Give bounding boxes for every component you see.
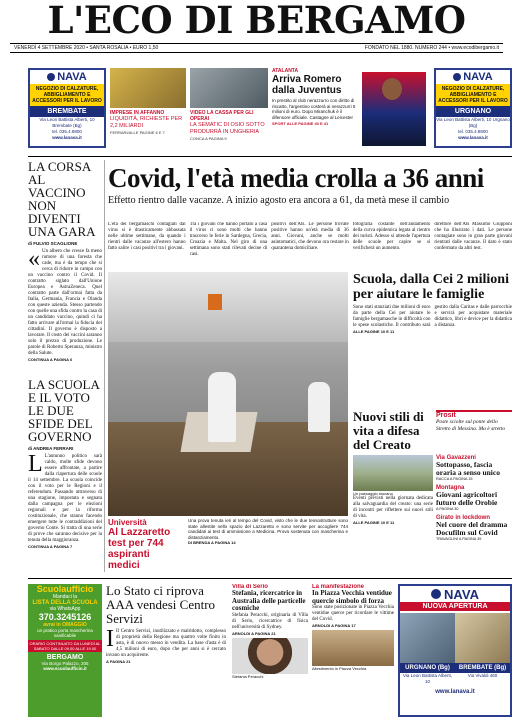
environment-ref: ALLE PAGINE 10 E 11 <box>353 520 395 525</box>
nava-city: BREMBATE (Bg) <box>455 663 510 673</box>
masthead <box>0 0 513 40</box>
environment-body: Eventi previsti nella giornata dedicata alla salvaguardia del creato: una serie di incontri per riflettere sui nuovi stili di vita. <box>353 496 433 519</box>
ad-web: www.scuolaufficio.it <box>43 666 87 671</box>
teaser-ref: CONCA A PAGINA 9 <box>190 136 227 141</box>
serio-caption: Stefania Peracchi <box>232 673 264 679</box>
caption-headline: Al Lazzaretto test per 744 aspiranti medici <box>108 527 171 571</box>
school-story[interactable] <box>353 272 512 394</box>
centro-servizi-body: Il Centro Servizi, inutilizzato e malridotto, complesso di proprietà della Regione ma quattro volte finito in asta, è di nuovo messo in vendita. La base d'asta è di 4,5 milioni di euro, dopo che per anni si è cercato invano un acquirente. <box>106 629 226 658</box>
nava-city: URGNANO <box>436 106 510 117</box>
main-subhead: Effetto rientro dalle vacanze. A inizio agosto era ancora a 61, da metà mese il cambio <box>108 195 450 206</box>
left-story-body: L'autunno politico sarà caldo, molte sfide devono essere affrontate, a partire dalla riapertura delle scuole il 14 settembre. La scuola coincide con il voto per le Regioni e il referendum. Passando attraverso di una stagione, impostata e segnata dalla campagna per le elezioni regionali e per la riforma costituzionale, che stanno facendo emergere tutte le contraddizioni del governo Conte. Si tratta di una serie di prove che saranno decisive per la tenuta della maggioranza. <box>28 454 102 543</box>
nava-address: Via Leon Battista Alberti, 10 Urgnano (Bg) <box>436 117 510 128</box>
ad-line: via WhatsApp <box>49 606 81 612</box>
nava-phone: tel. 035.4.8800 <box>458 129 488 134</box>
brief-story[interactable] <box>436 515 512 541</box>
teaser-sematic[interactable] <box>190 68 268 148</box>
tent-roof <box>108 272 348 342</box>
nava-phone: tel. 035.4.8800 <box>52 129 82 134</box>
prosit-text: Poste sciolte sul ponte dello Stretto di Messina. Ma è stretto <box>436 419 505 432</box>
left-story-byline: di FULVIO SCAGLIONE <box>28 241 78 246</box>
left-story-body: Un albero che cresce fa meno rumore di una foresta che cade, ma è da tempo che si cerca di ridurre in campo con un vaccino contro il Covid. Il contratto siglato dall'Unione Europea e AstraZeneca. Quel contratto parte dall'ormai fatta da Italia, Germania, Francia e Olanda con queste azienda. Stesso partendo con quelle una sfida contro la casa di un candidato vaccino, quindi ci ha fatto arrivare all'ormai la fiducia dei cittadini. Il governo è disposto a lavorare. Il costo dei vaccini saranno solo il prezzo di produzione. Le parole di Roberto Speranza, ministro della Salute. <box>28 249 102 356</box>
nava-banner: NUOVA APERTURA <box>400 602 510 611</box>
main-col: direttore dell'Ats Massimo Giupponi che ha illustrato i dati. Le persone contagiate sono in gran parte giovani rientrati dalle vacanze. Il dato è stato confermato da altri test. <box>434 222 512 251</box>
nava-web: www.lanava.it <box>458 135 488 140</box>
whatsapp-phone: 370.3245126 <box>38 612 92 622</box>
vecchia-kicker: La manifestazione <box>312 584 365 590</box>
main-col: fotografia costante dell'andamento della curva epidemica legata al rientro dei turisti. Adesso si attende l'apertura delle scuole per capire se si verificherà un aumento. <box>352 222 431 251</box>
brief-headline: Sottopasso, fascia oraria a senso unico <box>436 460 500 477</box>
caption-kicker: Università <box>108 518 147 527</box>
sport-text: In prestito al club nerazzurro con diritto di riscatto, l'argentino costerà ai nerazzurri 5 milioni di euro. Dopo Miranchuk è il difensore ufficiale. Castagne al Leicester <box>272 98 356 120</box>
nava-city: BREMBATE <box>30 106 104 117</box>
nava-circle-icon <box>47 73 55 81</box>
ad-line: un pratico porta mascherina sanificabile <box>37 628 93 638</box>
dropcap: I <box>106 626 114 652</box>
nava-address: Via Vivaldi 460 <box>467 673 498 678</box>
environment-caption: Un paesaggio toscano <box>353 491 393 496</box>
nava-logo: NAVA <box>400 586 510 602</box>
brief-story[interactable] <box>436 455 512 481</box>
quote-icon: « <box>28 246 40 272</box>
nava-circle-icon <box>453 73 461 81</box>
serio-body: Stefania Peracchi, originaria di Villa di Serio, ricercatrice di fisica nell'università di Sydney. <box>232 612 308 630</box>
brief-headline: Giovani agricoltori futuro delle Orobie <box>436 490 498 507</box>
teaser-kicker: VIDEO LA CASSA PER GLI OPERAI <box>190 110 254 122</box>
nava-photos <box>400 613 510 663</box>
ad-line: Mandaci la <box>52 594 78 600</box>
store-photo <box>455 613 510 663</box>
nava-web: www.lanava.it <box>435 689 475 695</box>
serio-photo <box>232 638 308 674</box>
briefs-column <box>436 455 512 573</box>
teaser-text: LA SEMATIC DI OSIO SOTTO PRODURRÀ IN UNGHERIA <box>190 122 265 135</box>
scuolaufficio-brand: Scuolaufficio <box>36 584 94 594</box>
serio-ref: ARNOLDI A PAGINA 21 <box>232 630 276 636</box>
school-body: Sono stati stanziati due milioni di euro da parte della Cei per aiutare le famiglie bergamasche in difficoltà con le spese scolastiche. Il contributo sarà gestito dalla Caritas e dalle parrocchie e servirà per acquistare materiale didattico, libri e device per la didattica a distanza. <box>353 305 512 328</box>
brief-ref: RACCA A PAGINA 15 <box>436 477 473 481</box>
column-divider <box>104 160 105 572</box>
vecchia-headline: In Piazza Vecchia ventidue quercie simbolo di forza <box>312 589 392 605</box>
landscape-photo <box>353 455 433 491</box>
nava-logo: NAVA <box>30 70 104 84</box>
left-story-ref: CONTINUA A PAGINA 6 <box>28 357 73 362</box>
teaser-liquidita[interactable] <box>110 68 186 148</box>
sport-teaser[interactable] <box>272 68 430 148</box>
prosit-label: Prosit <box>436 412 456 419</box>
left-story-headline: LA SCUOLA E IL VOTO LE DUE SFIDE DEL GOVERNO <box>28 378 100 444</box>
ad-line: LISTA DELLA SCUOLA <box>32 600 98 606</box>
sport-ref: SPORT ALLE PAGINE 40 E 41 <box>272 121 329 126</box>
dateline-left: VENERDÌ 4 SETTEMBRE 2020 • SANTA ROSALIA • EURO 1,50 <box>14 45 159 51</box>
brief-story[interactable] <box>436 485 512 511</box>
main-story-columns <box>108 222 512 270</box>
vecchia-caption: Allestimento in Piazza Vecchia <box>312 666 367 671</box>
centro-servizi-headline: Lo Stato ci riprova AAA vendesi Centro Servizi <box>106 584 216 626</box>
left-story-byline: di ANDREA FERRARI <box>28 446 74 451</box>
caption-ref: DI BRENDA A PAGINA 14 <box>188 540 236 545</box>
ad-address: Via Borgo Palazzo, 205 <box>41 661 89 666</box>
brief-kicker: Montagna <box>436 485 465 491</box>
ad-hours: ORARIO CONTINUATO DA LUNEDÌ AL SABATO DALLE 09.00 ALLE 19.00 <box>29 641 101 651</box>
left-story-governo[interactable] <box>28 378 102 573</box>
teaser-kicker: IMPRESE IN AFFANNO <box>110 110 165 116</box>
caption-text: Una prova tenuta ieri al tempo del Covid, visto che le due tensostrutture sono state allestite nello spazio del Lazzaretto e sono servite per accogliere 744 candidati ai test di ammissione a Medicina. Prova sostenuta con mascherina e distanziamento. <box>188 518 348 540</box>
nava-ad-bottom[interactable] <box>398 584 512 717</box>
nava-tagline: NEGOZIO DI CALZATURE, ABBIGLIAMENTO E ACCESSORI PER IL LAVORO <box>30 84 104 106</box>
serio-story[interactable] <box>232 584 308 717</box>
prosit-box[interactable] <box>436 410 512 452</box>
nava-logo: NAVA <box>436 70 510 84</box>
left-story-headline: LA CORSA AL VACCINO NON DIVENTI UNA GARA <box>28 160 96 239</box>
environment-headline: Nuovi stili di vita a difesa del Creato <box>353 410 424 452</box>
student-figure <box>308 382 330 432</box>
brief-headline: Nel cuore del dramma Docufilm sul Covid <box>436 520 508 537</box>
sport-kicker: ATALANTA <box>272 68 299 74</box>
nava-ad-left[interactable] <box>28 68 106 148</box>
serio-headline: Stefania, ricercatrice in Australia delle particelle cosmiche <box>232 589 306 612</box>
school-ref: ALLE PAGINE 10 E 11 <box>353 329 395 334</box>
vecchia-story[interactable] <box>312 584 394 717</box>
player-photo <box>362 72 426 146</box>
player-face <box>382 78 402 100</box>
sport-headline: Arriva Romero dalla Juventus <box>272 74 342 96</box>
teaser-ref: FERRARI/ALLE PAGINE 6 E 7 <box>110 130 165 135</box>
dateline <box>10 43 503 53</box>
student-figure <box>208 372 236 442</box>
store-photo <box>400 613 455 663</box>
nava-ad-right[interactable] <box>434 68 512 148</box>
nava-web: www.lanava.it <box>52 135 82 140</box>
divider <box>28 578 512 579</box>
divider <box>28 156 512 157</box>
centro-servizi-ref: A PAGINA 21 <box>106 659 131 664</box>
serio-kicker: Villa di Serio <box>232 584 268 590</box>
brief-kicker: Via Gavazzeni <box>436 455 476 461</box>
teaser-text: LIQUIDITÀ, RICHIESTE PER 2,2 MILIARDI <box>110 116 183 129</box>
main-col: L'età dei bergamaschi contagiati dal virus si è drasticamente abbassata nelle ultime settimane, da quando i rientri dalle vacanze all'estero hanno fatto salire i casi positivi tra i giovani. <box>108 222 186 251</box>
brief-ref: A PAGINA 30 <box>436 507 459 511</box>
vecchia-photo <box>312 630 394 666</box>
brief-kicker: Girato in lockdown <box>436 515 491 521</box>
number-sign <box>208 294 222 310</box>
nava-address: Via Leon Battista Alberti, 10 Brembate (Bg) <box>39 117 95 128</box>
nava-tagline: NEGOZIO DI CALZATURE, ABBIGLIAMENTO E ACCESSORI PER IL LAVORO <box>436 84 510 106</box>
teaser-image <box>190 68 268 108</box>
nava-city: URGNANO (Bg) <box>400 663 455 673</box>
ad-city: BERGAMO <box>46 654 84 661</box>
vecchia-ref: ARNOLDI A PAGINA 17 <box>312 623 356 628</box>
nava-address: Via Leon Battista Alberti, 10 <box>403 673 452 684</box>
environment-story[interactable] <box>353 410 433 570</box>
main-story[interactable] <box>108 163 512 206</box>
scuolaufficio-ad[interactable] <box>28 584 102 717</box>
teaser-image <box>110 68 186 108</box>
centro-servizi-story[interactable] <box>106 584 226 717</box>
left-story-ref: CONTINUA A PAGINA 7 <box>28 544 73 549</box>
nava-circle-icon <box>431 589 441 599</box>
photo-caption[interactable] <box>108 518 348 574</box>
dateline-right: FONDATO NEL 1880. NUMERO 244 • www.ecodibergamo.it <box>364 45 499 51</box>
vecchia-body: Sono state posizionate in Piazza Vecchia ventidue querce per ricordare le vittime del Covid. <box>312 605 394 622</box>
left-story-vaccino[interactable] <box>28 160 102 375</box>
newspaper-title: L'ECO DI BERGAMO <box>47 0 466 42</box>
main-col: positivi dell'Ats. Le persone trovate positive hanno un'età media di 36 anni. Giovani, anche se molti asintomatici, che devono ora restare in quarantena domiciliare. <box>271 222 349 251</box>
brief-ref: TRAVAGLINI A PAGINA 39 <box>436 537 482 541</box>
school-headline: Scuola, dalla Cei 2 milioni per aiutare le famiglie <box>353 272 509 302</box>
ad-line: avrai in OMAGGIO <box>43 622 87 628</box>
main-col: Tra i giovani che hanno portato a casa il virus ci sono molti che hanno trascorso le ferie in Sardegna, Grecia, Croazia e Malta. Nel giro di una settimana sono stati rilevati decine di casi. <box>189 222 268 257</box>
dropcap: L <box>28 451 43 477</box>
main-photo <box>108 272 348 516</box>
main-headline: Covid, l'età media crolla a 36 anni <box>108 163 484 193</box>
